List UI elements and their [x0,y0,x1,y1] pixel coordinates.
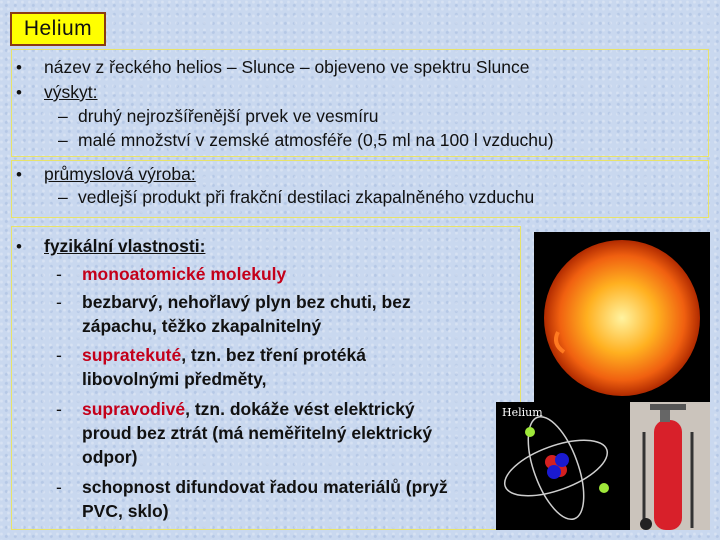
bullet-marker: • [16,83,22,102]
superfluid-term: supratekuté [82,345,182,365]
name-origin-text: název z řeckého helios – Slunce – objeveno ve spektru Slunce [44,57,530,77]
occurrence-universe-text: druhý nejrozšířenější prvek ve vesmíru [78,106,379,126]
superconductive-text-line1 [82,399,415,420]
superfluid-text-line1 [82,345,366,366]
superconductive-description: , tzn. dokáže vést elektrický [185,399,415,419]
hyphen-marker: - [56,292,62,312]
occurrence-heading: výskyt: [44,82,98,102]
colorless-text-line2: zápachu, těžko zkapalnitelný [82,316,322,336]
diffusion-text-line2: PVC, sklo) [82,501,169,521]
diffusion-text-line1: schopnost difundovat řadou materiálů (pryž [82,477,448,497]
production-heading: průmyslová výroba: [44,164,196,184]
superconductive-term: supravodivé [82,399,186,419]
bullet-marker: • [16,237,22,256]
superconductive-text-line2: proud bez ztrát (má neměřitelný elektrický [82,423,433,443]
occurrence-atmosphere-text: malé množství v zemské atmosféře (0,5 ml na 100 l vzduchu) [78,130,554,150]
monoatomic-text: monoatomické molekuly [82,264,287,284]
sun-photo [534,232,710,402]
superfluid-text-line2: libovolnými předměty, [82,369,267,389]
slide-title: Helium [10,12,106,46]
properties-heading: fyzikální vlastnosti: [44,236,206,256]
dash-marker: – [58,130,68,150]
production-text: vedlejší produkt při frakční destilaci zkapalněného vzduchu [78,187,535,207]
superfluid-description: , tzn. bez tření protéká [181,345,366,365]
hyphen-marker: - [56,477,62,497]
colorless-text-line1: bezbarvý, nehořlavý plyn bez chuti, bez [82,292,411,312]
atom-diagram-label: Helium [502,406,543,419]
superconductive-text-line3: odpor) [82,447,138,467]
bullet-marker: • [16,165,22,184]
hyphen-marker: - [56,345,62,365]
helium-atom-diagram [496,402,630,530]
dash-marker: – [58,106,68,126]
bullet-marker: • [16,58,22,77]
helium-cylinder-photo [630,402,710,530]
dash-marker: – [58,187,68,207]
hyphen-marker: - [56,399,62,419]
hyphen-marker: - [56,264,62,284]
